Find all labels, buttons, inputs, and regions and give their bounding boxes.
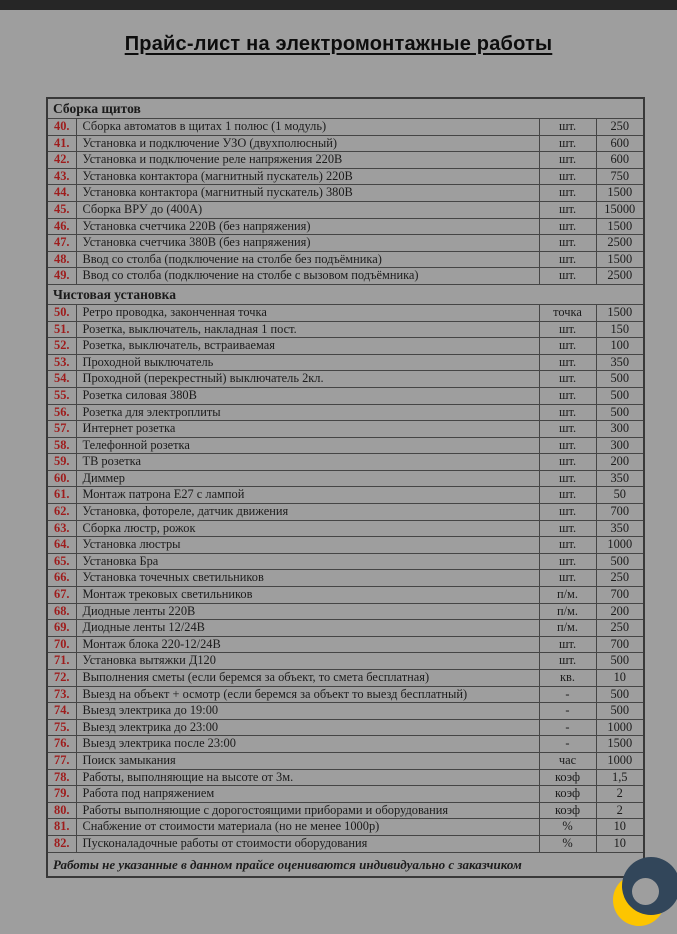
row-price: 1500 <box>596 251 644 268</box>
row-unit: п/м. <box>539 620 596 637</box>
row-unit: - <box>539 686 596 703</box>
row-unit: п/м. <box>539 603 596 620</box>
row-unit: - <box>539 719 596 736</box>
row-price: 10 <box>596 835 644 852</box>
row-unit: шт. <box>539 537 596 554</box>
row-unit: шт. <box>539 387 596 404</box>
section-row <box>47 284 644 304</box>
row-description: Проходной выключатель <box>76 354 539 371</box>
price-row <box>47 504 644 521</box>
row-unit: шт. <box>539 354 596 371</box>
price-row <box>47 119 644 136</box>
row-unit: шт. <box>539 437 596 454</box>
row-unit: шт. <box>539 504 596 521</box>
price-row <box>47 168 644 185</box>
row-description: Выезд электрика до 23:00 <box>76 719 539 736</box>
row-price: 250 <box>596 570 644 587</box>
row-unit: - <box>539 703 596 720</box>
price-row <box>47 620 644 637</box>
row-number: 44. <box>47 185 76 202</box>
footer-note-row <box>47 852 644 877</box>
row-number: 56. <box>47 404 76 421</box>
row-price: 1500 <box>596 304 644 321</box>
price-row <box>47 636 644 653</box>
row-description: Установка контактора (магнитный пускатель) 220В <box>76 168 539 185</box>
row-number: 79. <box>47 786 76 803</box>
row-number: 42. <box>47 152 76 169</box>
row-number: 66. <box>47 570 76 587</box>
row-price: 2500 <box>596 268 644 285</box>
row-description: Розетка для электроплиты <box>76 404 539 421</box>
page-title: Прайс-лист на электромонтажные работы <box>124 33 553 55</box>
row-price: 500 <box>596 404 644 421</box>
section-header: Чистовая установка <box>47 284 644 304</box>
row-number: 71. <box>47 653 76 670</box>
row-unit: коэф <box>539 802 596 819</box>
row-description: Установка и подключение реле напряжения 220В <box>76 152 539 169</box>
row-description: Ввод со столба (подключение на столбе без подъёмника) <box>76 251 539 268</box>
row-number: 70. <box>47 636 76 653</box>
section-header: Сборка щитов <box>47 98 644 119</box>
row-price: 500 <box>596 371 644 388</box>
row-description: Поиск замыкания <box>76 752 539 769</box>
price-row <box>47 371 644 388</box>
row-description: Диодные ленты 220В <box>76 603 539 620</box>
row-unit: шт. <box>539 653 596 670</box>
row-price: 50 <box>596 487 644 504</box>
row-description: Диодные ленты 12/24В <box>76 620 539 637</box>
row-price: 300 <box>596 437 644 454</box>
footer-note: Работы не указанные в данном прайсе оцениваются индивидуально с заказчиком <box>47 852 644 877</box>
row-price: 2 <box>596 786 644 803</box>
price-row <box>47 603 644 620</box>
row-unit: шт. <box>539 553 596 570</box>
row-description: Ретро проводка, законченная точка <box>76 304 539 321</box>
price-row <box>47 786 644 803</box>
row-description: Ввод со столба (подключение на столбе с вызовом подъёмника) <box>76 268 539 285</box>
row-price: 300 <box>596 421 644 438</box>
row-number: 74. <box>47 703 76 720</box>
row-unit: шт. <box>539 371 596 388</box>
price-row <box>47 835 644 852</box>
price-row <box>47 201 644 218</box>
row-price: 15000 <box>596 201 644 218</box>
row-price: 700 <box>596 504 644 521</box>
row-unit: шт. <box>539 570 596 587</box>
row-number: 75. <box>47 719 76 736</box>
row-unit: шт. <box>539 201 596 218</box>
row-unit: шт. <box>539 421 596 438</box>
row-description: Выполнения сметы (если беремся за объект, то смета бесплатная) <box>76 670 539 687</box>
row-number: 67. <box>47 587 76 604</box>
price-row <box>47 304 644 321</box>
row-number: 60. <box>47 470 76 487</box>
row-price: 2500 <box>596 235 644 252</box>
price-row <box>47 404 644 421</box>
row-description: Выезд электрика после 23:00 <box>76 736 539 753</box>
row-price: 500 <box>596 553 644 570</box>
row-price: 250 <box>596 620 644 637</box>
row-number: 52. <box>47 338 76 355</box>
row-description: Пусконаладочные работы от стоимости оборудования <box>76 835 539 852</box>
row-unit: шт. <box>539 404 596 421</box>
row-number: 45. <box>47 201 76 218</box>
price-row <box>47 570 644 587</box>
row-number: 81. <box>47 819 76 836</box>
price-row <box>47 520 644 537</box>
price-row <box>47 218 644 235</box>
price-row <box>47 686 644 703</box>
row-number: 59. <box>47 454 76 471</box>
row-description: Монтаж патрона Е27 с лампой <box>76 487 539 504</box>
row-unit: шт. <box>539 520 596 537</box>
row-unit: кв. <box>539 670 596 687</box>
price-row <box>47 421 644 438</box>
price-row <box>47 703 644 720</box>
price-row <box>47 152 644 169</box>
price-row <box>47 769 644 786</box>
row-number: 65. <box>47 553 76 570</box>
row-description: Проходной (перекрестный) выключатель 2кл. <box>76 371 539 388</box>
row-description: Работа под напряжением <box>76 786 539 803</box>
row-description: Розетка, выключатель, накладная 1 пост. <box>76 321 539 338</box>
row-description: ТВ розетка <box>76 454 539 471</box>
section-row <box>47 98 644 119</box>
row-number: 80. <box>47 802 76 819</box>
row-description: Установка счетчика 220В (без напряжения) <box>76 218 539 235</box>
row-number: 68. <box>47 603 76 620</box>
row-description: Установка вытяжки Д120 <box>76 653 539 670</box>
price-row <box>47 653 644 670</box>
price-row <box>47 437 644 454</box>
row-description: Сборка люстр, рожок <box>76 520 539 537</box>
row-number: 43. <box>47 168 76 185</box>
price-row <box>47 338 644 355</box>
row-number: 78. <box>47 769 76 786</box>
row-description: Сборка автоматов в щитах 1 полюс (1 модуль) <box>76 119 539 136</box>
row-price: 600 <box>596 135 644 152</box>
price-row <box>47 819 644 836</box>
row-unit: % <box>539 819 596 836</box>
row-number: 41. <box>47 135 76 152</box>
row-description: Установка люстры <box>76 537 539 554</box>
row-price: 700 <box>596 587 644 604</box>
row-unit: шт. <box>539 321 596 338</box>
row-price: 150 <box>596 321 644 338</box>
row-number: 61. <box>47 487 76 504</box>
row-price: 10 <box>596 670 644 687</box>
row-price: 500 <box>596 686 644 703</box>
row-description: Выезд на объект + осмотр (если беремся за объект то выезд бесплатный) <box>76 686 539 703</box>
row-number: 72. <box>47 670 76 687</box>
row-number: 53. <box>47 354 76 371</box>
row-unit: шт. <box>539 218 596 235</box>
row-price: 1500 <box>596 736 644 753</box>
row-unit: шт. <box>539 119 596 136</box>
price-row <box>47 251 644 268</box>
price-row <box>47 454 644 471</box>
row-price: 1000 <box>596 537 644 554</box>
row-number: 82. <box>47 835 76 852</box>
row-unit: час <box>539 752 596 769</box>
row-unit: шт. <box>539 268 596 285</box>
price-row <box>47 670 644 687</box>
row-number: 51. <box>47 321 76 338</box>
price-row <box>47 354 644 371</box>
row-description: Выезд электрика до 19:00 <box>76 703 539 720</box>
price-row <box>47 235 644 252</box>
row-description: Сборка ВРУ до (400А) <box>76 201 539 218</box>
row-description: Монтаж блока 220-12/24В <box>76 636 539 653</box>
row-unit: шт. <box>539 251 596 268</box>
row-price: 200 <box>596 603 644 620</box>
row-number: 54. <box>47 371 76 388</box>
row-description: Телефонной розетка <box>76 437 539 454</box>
price-row <box>47 752 644 769</box>
row-unit: шт. <box>539 454 596 471</box>
row-number: 49. <box>47 268 76 285</box>
row-number: 64. <box>47 537 76 554</box>
price-row <box>47 135 644 152</box>
row-price: 1000 <box>596 752 644 769</box>
row-price: 350 <box>596 470 644 487</box>
price-row <box>47 185 644 202</box>
row-unit: шт. <box>539 168 596 185</box>
price-row <box>47 470 644 487</box>
row-description: Установка, фотореле, датчик движения <box>76 504 539 521</box>
row-unit: шт. <box>539 235 596 252</box>
row-description: Работы, выполняющие на высоте от 3м. <box>76 769 539 786</box>
row-unit: коэф <box>539 786 596 803</box>
row-description: Интернет розетка <box>76 421 539 438</box>
price-row <box>47 537 644 554</box>
row-unit: точка <box>539 304 596 321</box>
row-number: 73. <box>47 686 76 703</box>
row-description: Установка точечных светильников <box>76 570 539 587</box>
row-unit: коэф <box>539 769 596 786</box>
row-unit: шт. <box>539 636 596 653</box>
row-number: 58. <box>47 437 76 454</box>
row-price: 2 <box>596 802 644 819</box>
row-number: 47. <box>47 235 76 252</box>
row-description: Розетка, выключатель, встраиваемая <box>76 338 539 355</box>
row-price: 250 <box>596 119 644 136</box>
row-unit: шт. <box>539 338 596 355</box>
row-description: Снабжение от стоимости материала (но не менее 1000р) <box>76 819 539 836</box>
row-number: 76. <box>47 736 76 753</box>
row-number: 40. <box>47 119 76 136</box>
row-description: Установка и подключение УЗО (двухполюсный) <box>76 135 539 152</box>
row-description: Установка счетчика 380В (без напряжения) <box>76 235 539 252</box>
row-number: 77. <box>47 752 76 769</box>
row-number: 63. <box>47 520 76 537</box>
row-number: 69. <box>47 620 76 637</box>
top-bar <box>0 0 677 10</box>
row-price: 10 <box>596 819 644 836</box>
row-unit: % <box>539 835 596 852</box>
price-row <box>47 802 644 819</box>
row-price: 750 <box>596 168 644 185</box>
row-description: Работы выполняющие с дорогостоящими приборами и оборудования <box>76 802 539 819</box>
row-description: Установка Бра <box>76 553 539 570</box>
row-price: 350 <box>596 520 644 537</box>
row-unit: шт. <box>539 185 596 202</box>
price-row <box>47 387 644 404</box>
price-row <box>47 487 644 504</box>
row-description: Установка контактора (магнитный пускатель) 380В <box>76 185 539 202</box>
row-number: 48. <box>47 251 76 268</box>
row-unit: шт. <box>539 152 596 169</box>
row-price: 600 <box>596 152 644 169</box>
price-row <box>47 321 644 338</box>
row-price: 100 <box>596 338 644 355</box>
row-price: 500 <box>596 653 644 670</box>
row-price: 200 <box>596 454 644 471</box>
row-description: Монтаж трековых светильников <box>76 587 539 604</box>
row-unit: - <box>539 736 596 753</box>
price-row <box>47 736 644 753</box>
row-description: Диммер <box>76 470 539 487</box>
row-unit: шт. <box>539 487 596 504</box>
price-row <box>47 587 644 604</box>
price-row <box>47 719 644 736</box>
row-price: 500 <box>596 387 644 404</box>
row-price: 1500 <box>596 185 644 202</box>
row-description: Розетка силовая 380В <box>76 387 539 404</box>
row-unit: шт. <box>539 470 596 487</box>
row-unit: шт. <box>539 135 596 152</box>
row-number: 55. <box>47 387 76 404</box>
row-price: 700 <box>596 636 644 653</box>
price-row <box>47 553 644 570</box>
price-table <box>46 97 645 878</box>
row-price: 1,5 <box>596 769 644 786</box>
row-number: 57. <box>47 421 76 438</box>
row-price: 500 <box>596 703 644 720</box>
row-price: 1000 <box>596 719 644 736</box>
row-unit: п/м. <box>539 587 596 604</box>
row-price: 1500 <box>596 218 644 235</box>
price-row <box>47 268 644 285</box>
row-number: 62. <box>47 504 76 521</box>
row-number: 50. <box>47 304 76 321</box>
row-number: 46. <box>47 218 76 235</box>
row-price: 350 <box>596 354 644 371</box>
